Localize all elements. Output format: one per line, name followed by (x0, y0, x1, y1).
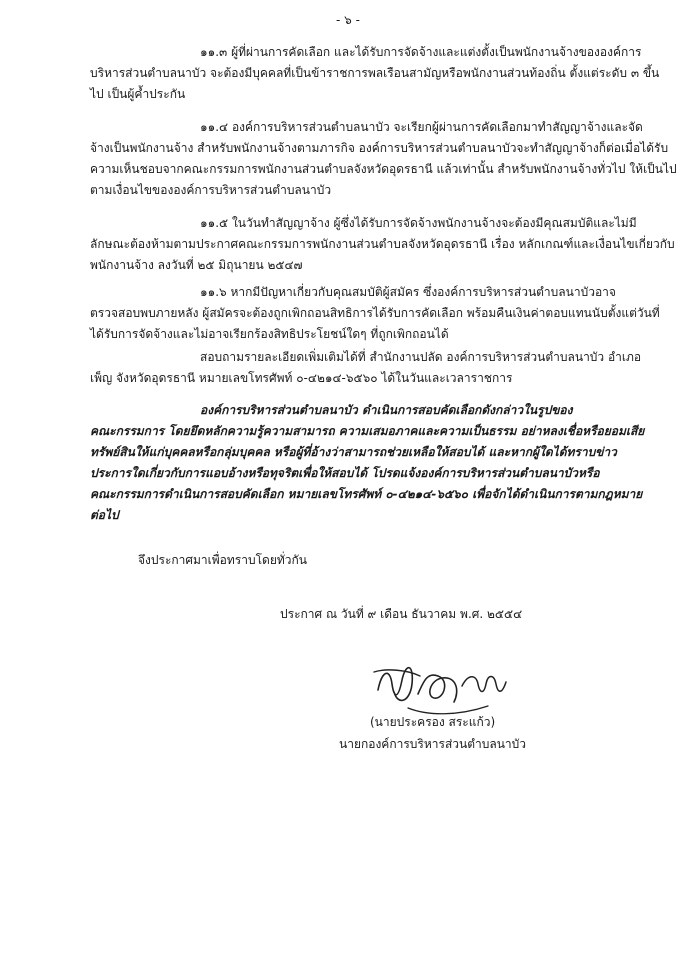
contact-line-2: เพ็ญ จังหวัดอุดรธานี หมายเลขโทรศัพท์ ๐-๔๒๑๔-๖๕๖๐ ได้ในวันและเวลาราชการ (90, 371, 513, 385)
para-11-5-line-1: ๑๑.๕ ในวันทำสัญญาจ้าง ผู้ซึ่งได้รับการจัดจ้างพนักงานจ้างจะต้องมีคุณสมบัติและไม่มี (200, 216, 637, 230)
announcement-date: ประกาศ ณ วันที่ ๙ เดือน ธันวาคม พ.ศ. ๒๕๕๔ (280, 607, 523, 621)
para-11-6-line-2: ตรวจสอบพบภายหลัง ผู้สมัครจะต้องถูกเพิกถอนสิทธิการได้รับการคัดเลือก พร้อมคืนเงินค่าตอบแทนนับตั้งแต่วันที่ (90, 306, 660, 320)
contact-line-1: สอบถามรายละเอียดเพิ่มเติมได้ที่ สำนักงานปลัด องค์การบริหารส่วนตำบลนาบัว อำเภอ (200, 350, 642, 364)
notice-line-4: ประการใดเกี่ยวกับการแอบอ้างหรือทุจริตเพื่อให้สอบได้ โปรดแจ้งองค์การบริหารส่วนตำบลนาบัวหรือ (90, 466, 600, 480)
notice-line-3: ทรัพย์สินให้แก่บุคคลหรือกลุ่มบุคคล หรือผู้ที่อ้างว่าสามารถช่วยเหลือให้สอบได้ และหากผู้ใดได้ทราบข่าว (90, 445, 617, 459)
para-11-6-line-1: ๑๑.๖ หากมีปัญหาเกี่ยวกับคุณสมบัติผู้สมัคร ซึ่งองค์การบริหารส่วนตำบลนาบัวอาจ (200, 285, 616, 299)
para-11-6-line-3: ได้รับการจัดจ้างและไม่อาจเรียกร้องสิทธิประโยชน์ใดๆ ที่ถูกเพิกถอนได้ (90, 327, 449, 341)
para-11-4-line-4: ตามเงื่อนไขขององค์การบริหารส่วนตำบลนาบัว (90, 183, 332, 197)
closing-text: จึงประกาศมาเพื่อทราบโดยทั่วกัน (138, 553, 307, 567)
para-11-3-line-1: ๑๑.๓ ผู้ที่ผ่านการคัดเลือก และได้รับการจัดจ้างและแต่งตั้งเป็นพนักงานจ้างขององค์การ (200, 45, 642, 59)
notice-line-1: องค์การบริหารส่วนตำบลนาบัว ดำเนินการสอบคัดเลือกดังกล่าวในรูปของ (200, 403, 573, 417)
para-11-3-line-3: ไป เป็นผู้ค้ำประกัน (90, 87, 186, 101)
para-11-3-line-2: บริหารส่วนตำบลนาบัว จะต้องมีบุคคลที่เป็นข้าราชการพลเรือนสามัญหรือพนักงานส่วนท้องถิ่น ตั้งแต่ระดับ ๓ ขึ้น (90, 66, 660, 80)
notice-line-6: ต่อไป (90, 508, 119, 522)
notice-line-5: คณะกรรมการดำเนินการสอบคัดเลือก หมายเลขโทรศัพท์ ๐-๔๒๑๔-๖๕๖๐ เพื่อจักได้ดำเนินการตามกฎหมาย (90, 487, 643, 501)
para-11-4-line-2: จ้างเป็นพนักงานจ้าง สำหรับพนักงานจ้างตามภารกิจ องค์การบริหารส่วนตำบลนาบัวจะทำสัญญาจ้างก็ต่อเมื่อได้รับ (90, 141, 669, 155)
handwritten-signature (368, 650, 518, 720)
para-11-4-line-3: ความเห็นชอบจากคณะกรรมการพนักงานส่วนตำบลจังหวัดอุดรธานี แล้วเท่านั้น สำหรับพนักงานจ้างทั่วไป ให้เป็นไป (90, 162, 677, 176)
notice-line-2: คณะกรรมการ โดยยึดหลักความรู้ความสามารถ ความเสมอภาคและความเป็นธรรม อย่าหลงเชื่อหรือยอมเสีย (90, 424, 645, 438)
para-11-4-line-1: ๑๑.๔ องค์การบริหารส่วนตำบลนาบัว จะเรียกผู้ผ่านการคัดเลือกมาทำสัญญาจ้างและจัด (200, 120, 643, 134)
signer-title: นายกองค์การบริหารส่วนตำบลนาบัว (339, 737, 527, 751)
para-11-5-line-2: ลักษณะต้องห้ามตามประกาศคณะกรรมการพนักงานส่วนตำบลจังหวัดอุดรธานี เรื่อง หลักเกณฑ์และเงื่อนไขเกี่ยวกับ (90, 237, 675, 251)
signer-name: (นายประครอง สระแก้ว) (370, 715, 496, 729)
para-11-5-line-3: พนักงานจ้าง ลงวันที่ ๒๕ มิถุนายน ๒๕๔๗ (90, 258, 303, 272)
page-number: - ๖ - (336, 13, 360, 27)
